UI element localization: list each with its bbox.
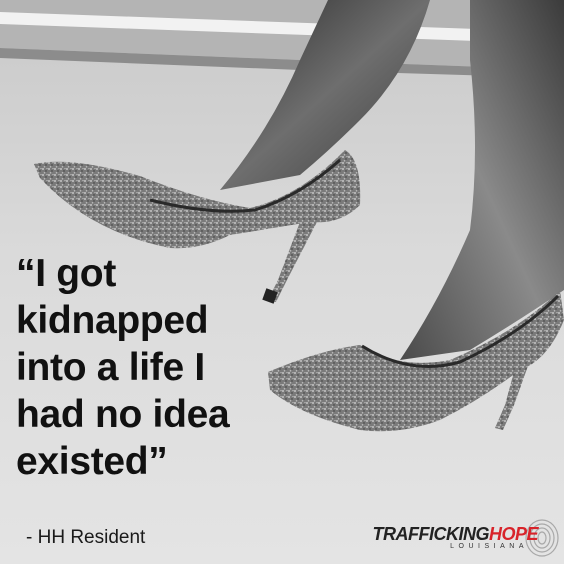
logo-subtitle: LOUISIANA (450, 543, 528, 550)
quote-attribution: - HH Resident (26, 527, 146, 548)
logo-part-hope: HOPE (488, 524, 538, 544)
quote-line: “I got (16, 252, 117, 295)
logo-part-trafficking: TRAFFICKING (372, 524, 489, 544)
quote-line: had no idea (16, 393, 230, 436)
quote-line: kidnapped (16, 299, 209, 342)
logo-wordmark (373, 524, 539, 545)
quote-line: existed” (16, 440, 168, 483)
quote-line: into a life I (16, 346, 205, 389)
quote-text (16, 250, 229, 485)
trafficking-hope-logo (373, 524, 539, 550)
